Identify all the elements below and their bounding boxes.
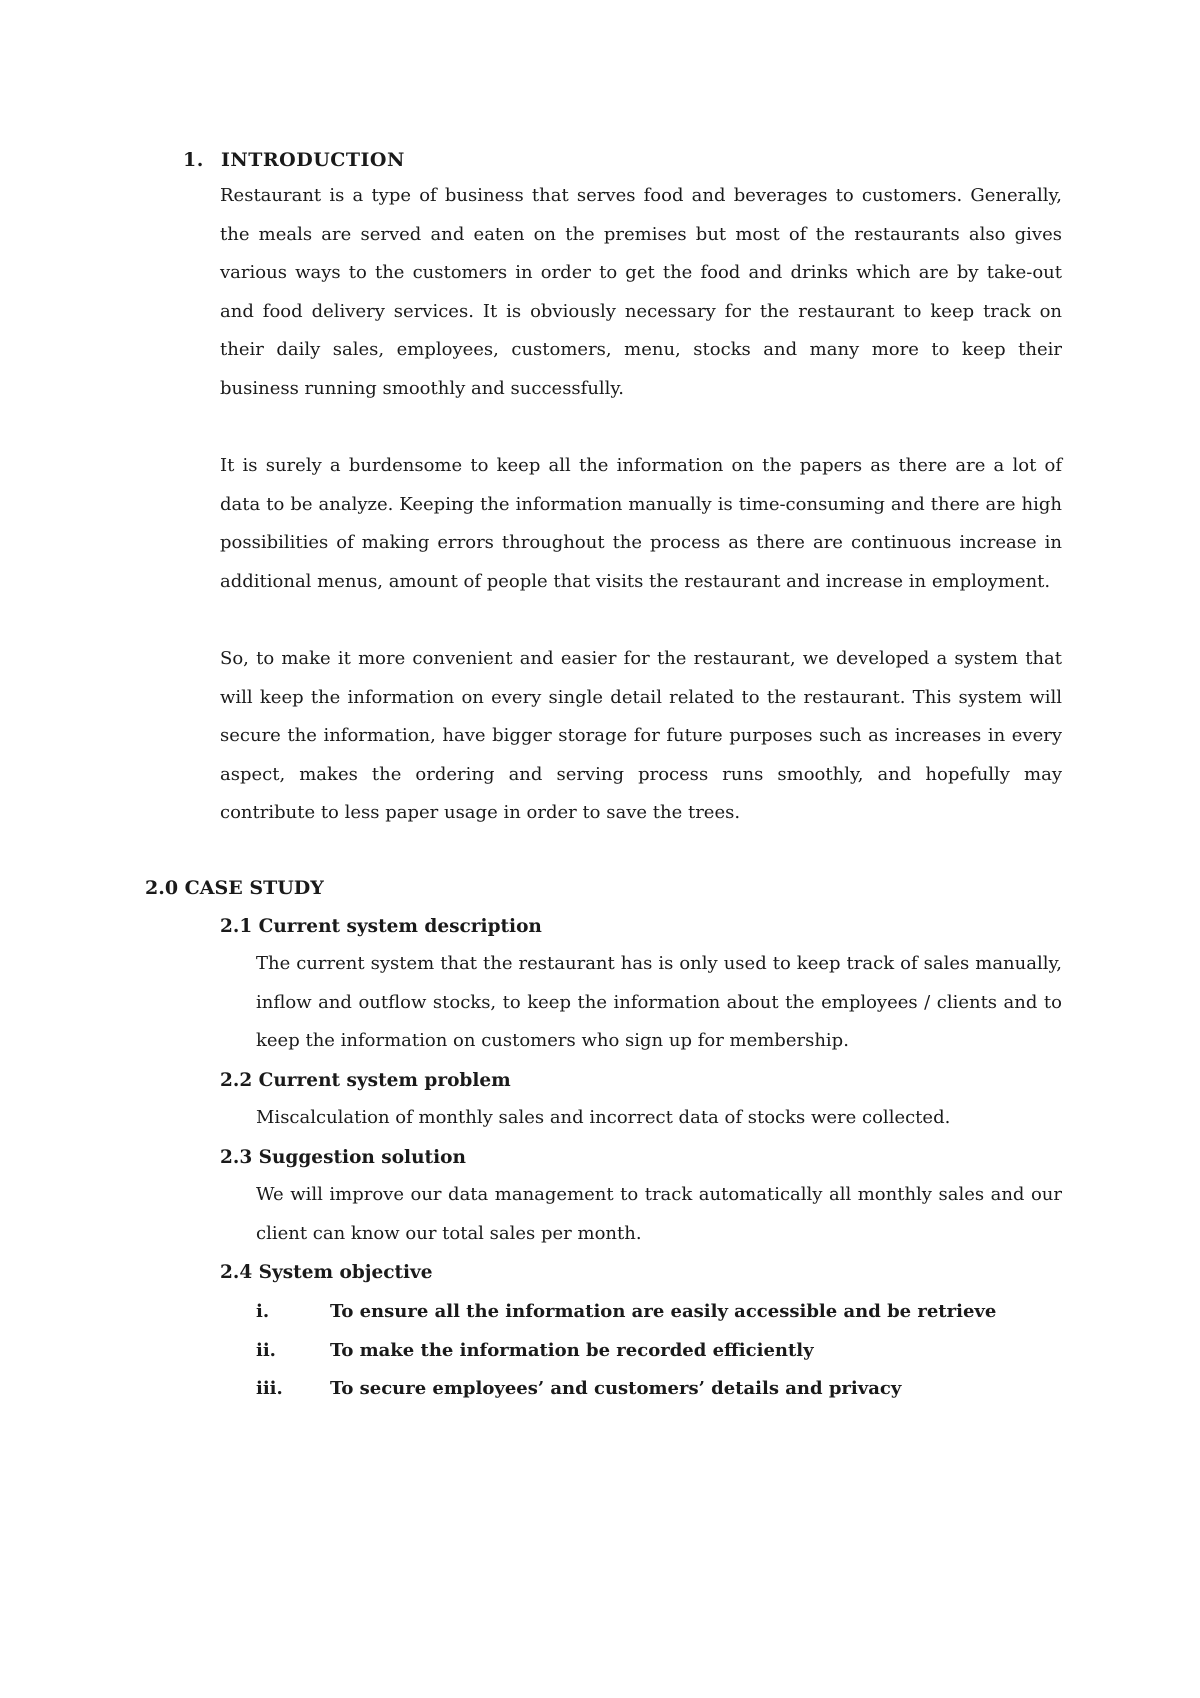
- section-number: 1.: [183, 149, 204, 171]
- section-heading-introduction: [183, 145, 405, 175]
- intro-paragraph-3: So, to make it more convenient and easier for the restaurant, we developed a system that will keep the information on every single detail related to the restaurant. This system will secure the information, have bigger storage for future purposes such as increases in every aspect, makes the ordering and serving process runs smoothly, and hopefully may contribute to less paper usage in order to save the trees.: [220, 648, 1062, 823]
- objective-item: [256, 1374, 901, 1404]
- objective-number: ii.: [256, 1340, 276, 1361]
- current-system-description-text: The current system that the restaurant has is only used to keep track of sales manually, inflow and outflow stocks, to keep the information about the employees / clients and to keep the information on customers who sign up for membership.: [256, 953, 1062, 1051]
- subsection-heading-suggestion-solution: 2.3 Suggestion solution: [220, 1147, 466, 1168]
- section-title: INTRODUCTION: [221, 149, 405, 171]
- section-heading-case-study: 2.0 CASE STUDY: [145, 877, 324, 899]
- subsection-heading-current-system-description: 2.1 Current system description: [220, 916, 542, 937]
- subsection-heading-current-system-problem: 2.2 Current system problem: [220, 1070, 511, 1091]
- intro-paragraph-2: It is surely a burdensome to keep all the information on the papers as there are a lot of data to be analyze. Keeping the information manually is time-consuming and there are high possibilities of making errors throughout the process as there are continuous increase in additional menus, amount of people that visits the restaurant and increase in employment.: [220, 455, 1062, 592]
- objective-number: i.: [256, 1301, 270, 1322]
- objective-text: To ensure all the information are easily accessible and be retrieve: [330, 1301, 997, 1322]
- objective-item: [256, 1297, 996, 1327]
- objective-text: To make the information be recorded efficiently: [330, 1340, 814, 1361]
- subsection-heading-system-objective: 2.4 System objective: [220, 1262, 433, 1283]
- objective-number: iii.: [256, 1378, 283, 1399]
- objective-item: [256, 1336, 814, 1366]
- objective-text: To secure employees’ and customers’ details and privacy: [330, 1378, 902, 1399]
- intro-paragraph-1: Restaurant is a type of business that serves food and beverages to customers. Generally, the meals are served and eaten on the premises but most of the restaurants also gives various ways to the customers in order to get the food and drinks which are by take-out and food delivery services. It is obviously necessary for the restaurant to keep track on their daily sales, employees, customers, menu, stocks and many more to keep their business running smoothly and successfully.: [220, 185, 1062, 399]
- suggestion-solution-text: We will improve our data management to track automatically all monthly sales and our client can know our total sales per month.: [256, 1184, 1062, 1244]
- current-system-problem-text: Miscalculation of monthly sales and incorrect data of stocks were collected.: [256, 1107, 951, 1128]
